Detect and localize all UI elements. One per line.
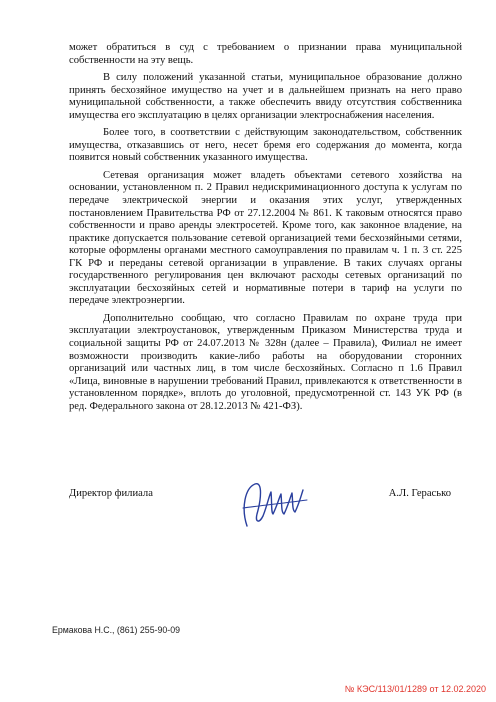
- paragraph-5: Дополнительно сообщаю, что согласно Правилам по охране труда при эксплуатации электроустановок, утвержденным Приказом Министерства труда и социальной защиты РФ от 24.07.2013 № 328н (далее – Правила), Филиал не имеет возможности производить какие-либо работы на оборудовании сторонних организаций или частных лиц, в том числе бесхозяйных. Согласно п 1.6 Правил «Лица, виновные в нарушении требований Правил, привлекаются к ответственности в установленном порядке», вплоть до уголовной, предусмотренной ст. 143 УК РФ (в ред. Федерального закона от 28.12.2013 № 421-ФЗ).: [69, 312, 462, 412]
- signature-block: [69, 486, 465, 526]
- paragraph-2: В силу положений указанной статьи, муниципальное образование должно принять бесхозяйное имущество на учет и в дальнейшем признать на него право муниципальной собственности, а также обеспечить ввиду отсутствия собственника имущества его эксплуатацию в целях организации электроснабжения населения.: [69, 72, 462, 121]
- letter-body: [69, 42, 462, 418]
- executor-contact: Ермакова Н.С., (861) 255-90-09: [52, 625, 181, 635]
- handwritten-signature: [237, 478, 311, 534]
- signer-title: Директор филиала: [69, 488, 153, 499]
- signer-name: А.Л. Герасько: [388, 488, 451, 499]
- paragraph-1: может обратиться в суд с требованием о признании права муниципальной собственности на эту вещь.: [69, 42, 462, 66]
- registration-stamp: № КЭС/113/01/1289 от 12.02.2020: [344, 684, 486, 694]
- paragraph-3: Более того, в соответствии с действующим законодательством, собственник имущества, отказавшись от него, несет бремя его содержания до момента, когда появится новый собственник указанного имущества.: [69, 127, 462, 164]
- paragraph-4: Сетевая организация может владеть объектами сетевого хозяйства на основании, установленном п. 2 Правил недискриминационного доступа к услугам по передаче электрической энергии и оказания этих услуг, утвержденных постановлением Правительства РФ от 27.12.2004 № 861. К таковым относятся право собственности и право аренды электросетей. Кроме того, как законное владение, на практике допускается пользование сетевой организацией теми бесхозяйными сетями, которые оформлены органами местного самоуправления по правилам ч. 1 п. 3 ст. 225 ГК РФ и переданы сетевой организации в управление. В таких случаях органы государственного регулирования цен включают расходы сетевых организаций по эксплуатации бесхозяйных сетей и нормативные потери в тариф на услуги по передаче электроэнергии.: [69, 169, 462, 307]
